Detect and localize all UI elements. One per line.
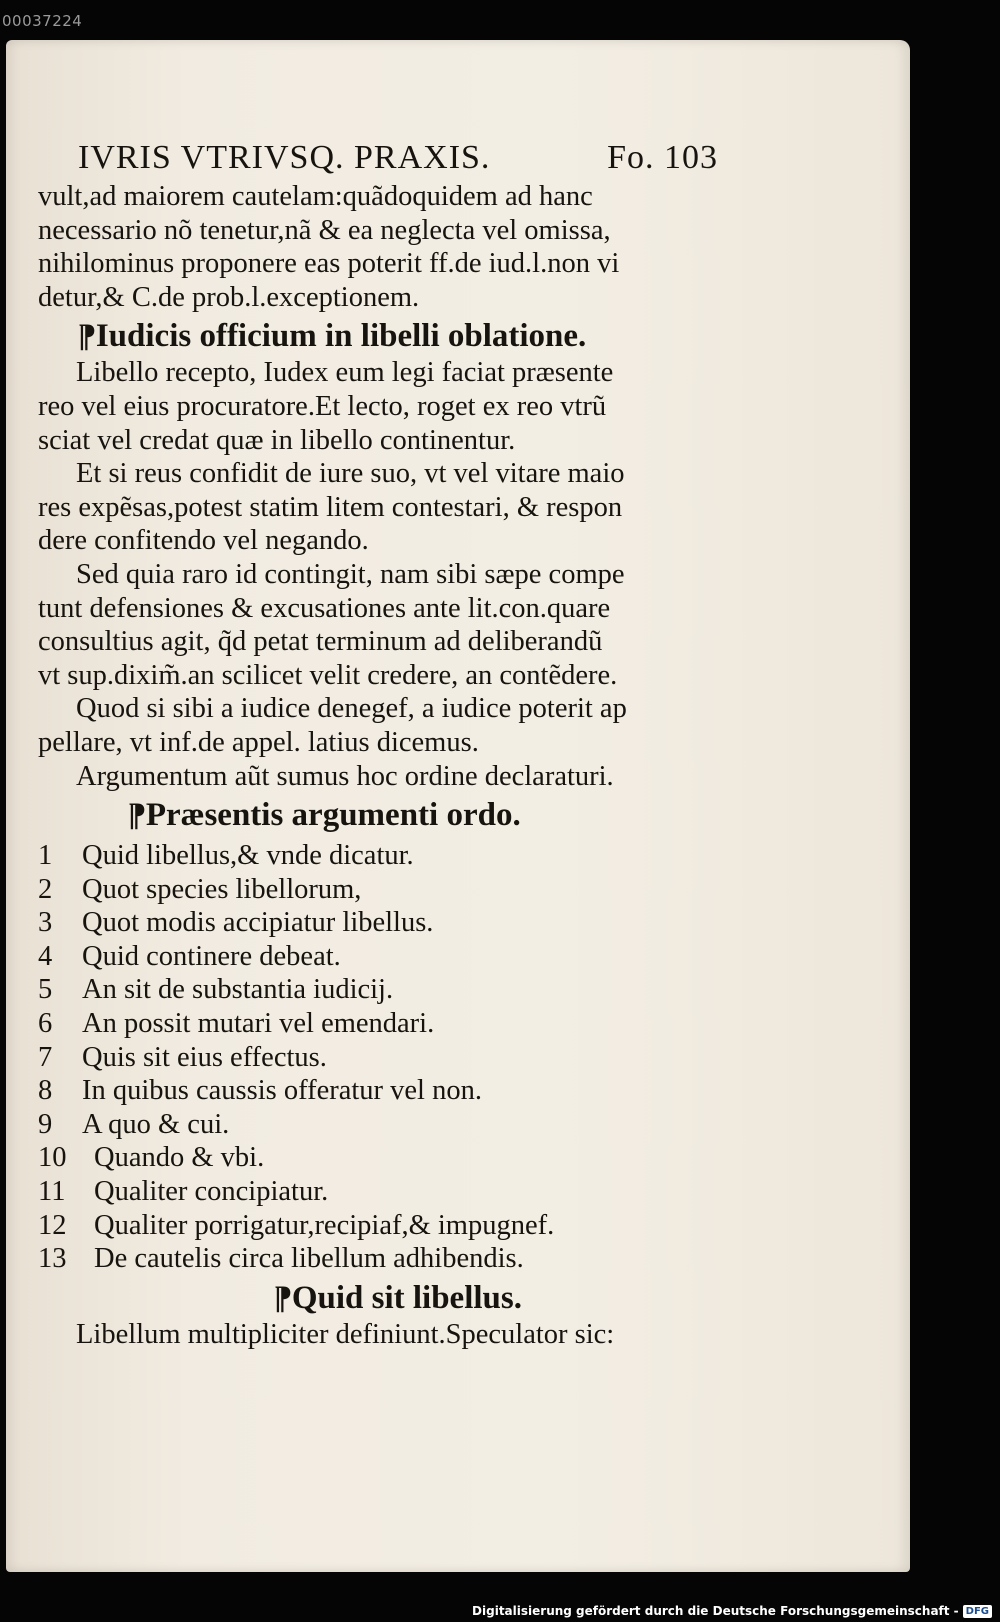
item-number: 13 (38, 1243, 67, 1275)
paragraph-6 (38, 760, 718, 794)
item-text: De cautelis circa libellum adhibendis. (94, 1243, 524, 1275)
item-text: Qualiter concipiatur. (94, 1176, 329, 1208)
text-line: sciat vel credat quæ in libello continentur. (38, 424, 516, 456)
list-item (38, 973, 718, 1007)
item-number: 6 (38, 1008, 53, 1040)
item-text: Quid continere debeat. (82, 940, 341, 972)
page-content (38, 136, 718, 1351)
item-number: 10 (38, 1142, 67, 1174)
list-item (38, 1141, 718, 1175)
argument-list (38, 839, 718, 1276)
footer-credit (472, 1604, 992, 1618)
text-line: Sed quia raro id contingit, nam sibi sæpe compe (76, 558, 625, 590)
text-line: pellare, vt inf.de appel. latius dicemus. (38, 726, 479, 758)
text-line: detur,& C.de prob.l.exceptionem. (38, 281, 420, 313)
scan-id: 00037224 (2, 12, 83, 30)
item-text: A quo & cui. (82, 1108, 230, 1140)
running-header (78, 136, 718, 180)
heading-text: Præsentis argumenti ordo. (145, 797, 521, 834)
heading-text: Iudicis officium in libelli oblatione. (95, 318, 587, 355)
text-line: res expẽsas,potest statim litem contestari, & respon (38, 491, 623, 523)
item-number: 5 (38, 974, 53, 1006)
footer-text: Digitalisierung gefördert durch die Deutsche Forschungsgemeinschaft - (472, 1604, 959, 1618)
item-text: Quando & vbi. (94, 1142, 265, 1174)
list-item (38, 940, 718, 974)
paragraph-3 (38, 457, 718, 558)
list-item (38, 873, 718, 907)
text-line: consultius agit, q̃d petat terminum ad deliberandũ (38, 626, 603, 658)
paragraph-1 (38, 180, 718, 314)
text-line: reo vel eius procuratore.Et lecto, roget ex reo vtrũ (38, 390, 607, 422)
list-item (38, 1007, 718, 1041)
text-line: Libellum multipliciter definiunt.Speculator sic: (76, 1318, 615, 1350)
pilcrow-icon: ¶ (78, 318, 96, 355)
text-line: necessario nõ tenetur,nã & ea neglecta vel omissa, (38, 214, 611, 246)
heading-text: Quid sit libellus. (291, 1279, 522, 1316)
paragraph-5 (38, 692, 718, 759)
item-number: 1 (38, 840, 53, 872)
list-item (38, 1074, 718, 1108)
pilcrow-icon: ¶ (128, 797, 146, 834)
item-text: Quid libellus,& vnde dicatur. (82, 840, 414, 872)
item-text: Quot species libellorum, (82, 873, 362, 905)
paragraph-7 (38, 1318, 718, 1352)
list-item (38, 1041, 718, 1075)
list-item (38, 906, 718, 940)
folio-number: Fo. 103 (607, 139, 718, 176)
list-item (38, 1175, 718, 1209)
list-item (38, 1242, 718, 1276)
section-heading-3 (38, 1278, 718, 1318)
item-number: 8 (38, 1075, 53, 1107)
section-heading-2 (38, 795, 718, 835)
pilcrow-icon: ¶ (274, 1279, 292, 1316)
text-line: tunt defensiones & excusationes ante lit.con.quare (38, 592, 611, 624)
list-item (38, 1209, 718, 1243)
dfg-logo: DFG (963, 1605, 992, 1618)
paragraph-2 (38, 356, 718, 457)
item-text: In quibus caussis offeratur vel non. (82, 1075, 482, 1107)
section-heading-1 (38, 316, 718, 356)
item-text: An possit mutari vel emendari. (82, 1008, 435, 1040)
item-number: 11 (38, 1176, 66, 1208)
text-line: vt sup.dixim̃.an scilicet velit credere, an contẽdere. (38, 659, 618, 691)
text-line: vult,ad maiorem cautelam:quãdoquidem ad hanc (38, 181, 593, 212)
item-number: 9 (38, 1108, 53, 1140)
book-page (6, 40, 910, 1572)
text-line: Quod si sibi a iudice denegef, a iudice poterit ap (76, 693, 627, 725)
item-text: An sit de substantia iudicij. (82, 974, 394, 1006)
list-item (38, 1108, 718, 1142)
item-number: 12 (38, 1209, 67, 1241)
paragraph-4 (38, 558, 718, 692)
item-text: Quis sit eius effectus. (82, 1041, 327, 1073)
item-text: Qualiter porrigatur,recipiaf,& impugnef. (94, 1209, 555, 1241)
text-line: Argumentum aũt sumus hoc ordine declaraturi. (76, 760, 614, 792)
text-line: nihilominus proponere eas poterit ff.de iud.l.non vi (38, 248, 620, 280)
text-line: Et si reus confidit de iure suo, vt vel vitare maio (76, 458, 625, 490)
text-line: dere confitendo vel negando. (38, 525, 369, 557)
item-number: 4 (38, 940, 53, 972)
text-line: Libello recepto, Iudex eum legi faciat præsente (76, 357, 614, 389)
running-title: IVRIS VTRIVSQ. PRAXIS. (78, 139, 491, 176)
item-number: 3 (38, 907, 53, 939)
item-number: 7 (38, 1041, 53, 1073)
list-item (38, 839, 718, 873)
item-number: 2 (38, 873, 53, 905)
item-text: Quot modis accipiatur libellus. (82, 907, 434, 939)
